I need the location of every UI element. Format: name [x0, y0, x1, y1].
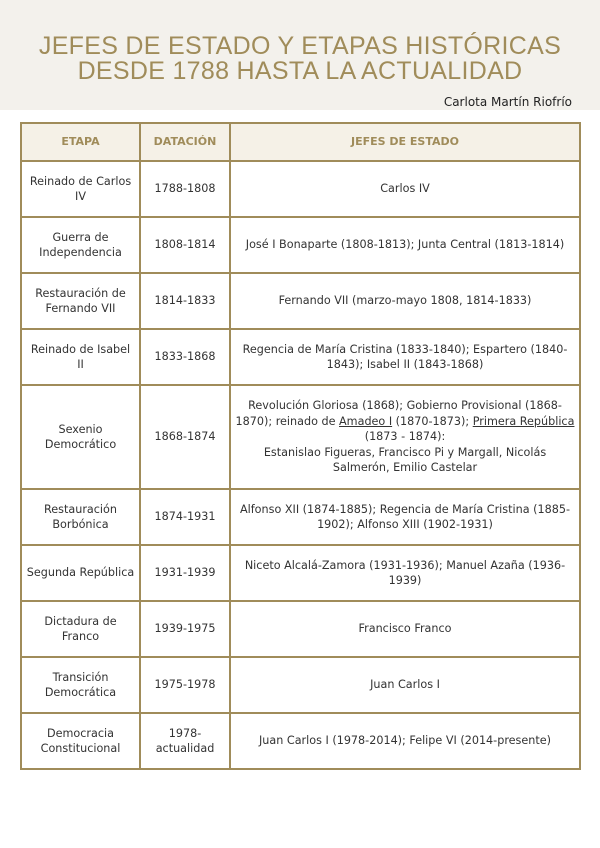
table-row: [21, 657, 580, 713]
cell-jefes: José I Bonaparte (1808-1813); Junta Central (1813-1814): [230, 217, 580, 273]
table-row: [21, 385, 580, 489]
header-etapa: ETAPA: [21, 123, 140, 161]
history-table: [20, 122, 581, 770]
page-title: [0, 34, 600, 84]
page-header: [0, 0, 600, 110]
cell-datacion: 1874-1931: [140, 489, 230, 545]
cell-jefes: Juan Carlos I (1978-2014); Felipe VI (2014-presente): [230, 713, 580, 769]
cell-datacion: 1939-1975: [140, 601, 230, 657]
header-datacion: DATACIÓN: [140, 123, 230, 161]
cell-jefes: Regencia de María Cristina (1833-1840); Espartero (1840-1843); Isabel II (1843-1868): [230, 329, 580, 385]
cell-etapa: Guerra de Independencia: [21, 217, 140, 273]
cell-etapa: Transición Democrática: [21, 657, 140, 713]
title-line-1: JEFES DE ESTADO Y ETAPAS HISTÓRICAS: [38, 32, 562, 60]
jefes-text-part: (1873 - 1874):: [364, 430, 446, 444]
cell-jefes: Francisco Franco: [230, 601, 580, 657]
cell-etapa: Dictadura de Franco: [21, 601, 140, 657]
cell-etapa: Democracia Constitucional: [21, 713, 140, 769]
cell-etapa: Sexenio Democrático: [21, 385, 140, 489]
jefes-text-part: Revolución Gloriosa (1868); Gobierno Provisional (1868-1870); reinado de: [235, 399, 562, 428]
table-row: [21, 545, 580, 601]
primera-republica-link[interactable]: Primera República: [472, 414, 575, 428]
table-row: [21, 713, 580, 769]
cell-etapa: Reinado de Carlos IV: [21, 161, 140, 217]
cell-etapa: Reinado de Isabel II: [21, 329, 140, 385]
author-name: Carlota Martín Riofrío: [443, 95, 572, 109]
cell-datacion: 1975-1978: [140, 657, 230, 713]
jefes-text-part: (1870-1873);: [392, 414, 473, 428]
cell-jefes: Fernando VII (marzo-mayo 1808, 1814-1833): [230, 273, 580, 329]
table-row: [21, 489, 580, 545]
cell-jefes: Alfonso XII (1874-1885); Regencia de María Cristina (1885-1902); Alfonso XIII (1902-1931): [230, 489, 580, 545]
cell-jefes: [230, 385, 580, 489]
cell-datacion: 1931-1939: [140, 545, 230, 601]
cell-datacion: 1788-1808: [140, 161, 230, 217]
cell-etapa: Restauración Borbónica: [21, 489, 140, 545]
table-row: [21, 329, 580, 385]
table-row: [21, 273, 580, 329]
title-line-2: DESDE 1788 HASTA LA ACTUALIDAD: [77, 57, 523, 85]
table-row: [21, 161, 580, 217]
cell-datacion: 1868-1874: [140, 385, 230, 489]
cell-jefes: Juan Carlos I: [230, 657, 580, 713]
table-header-row: [21, 123, 580, 161]
cell-datacion: 1833-1868: [140, 329, 230, 385]
header-jefes: JEFES DE ESTADO: [230, 123, 580, 161]
cell-datacion: 1814-1833: [140, 273, 230, 329]
jefes-text-part: Estanislao Figueras, Francisco Pi y Margall, Nicolás Salmerón, Emilio Castelar: [263, 445, 547, 475]
table-row: [21, 601, 580, 657]
cell-datacion: 1978-actualidad: [140, 713, 230, 769]
cell-jefes: Niceto Alcalá-Zamora (1931-1936); Manuel Azaña (1936-1939): [230, 545, 580, 601]
table-row: [21, 217, 580, 273]
amadeo-link[interactable]: Amadeo I: [339, 414, 393, 428]
cell-etapa: Segunda República: [21, 545, 140, 601]
cell-etapa: Restauración de Fernando VII: [21, 273, 140, 329]
cell-jefes: Carlos IV: [230, 161, 580, 217]
cell-datacion: 1808-1814: [140, 217, 230, 273]
